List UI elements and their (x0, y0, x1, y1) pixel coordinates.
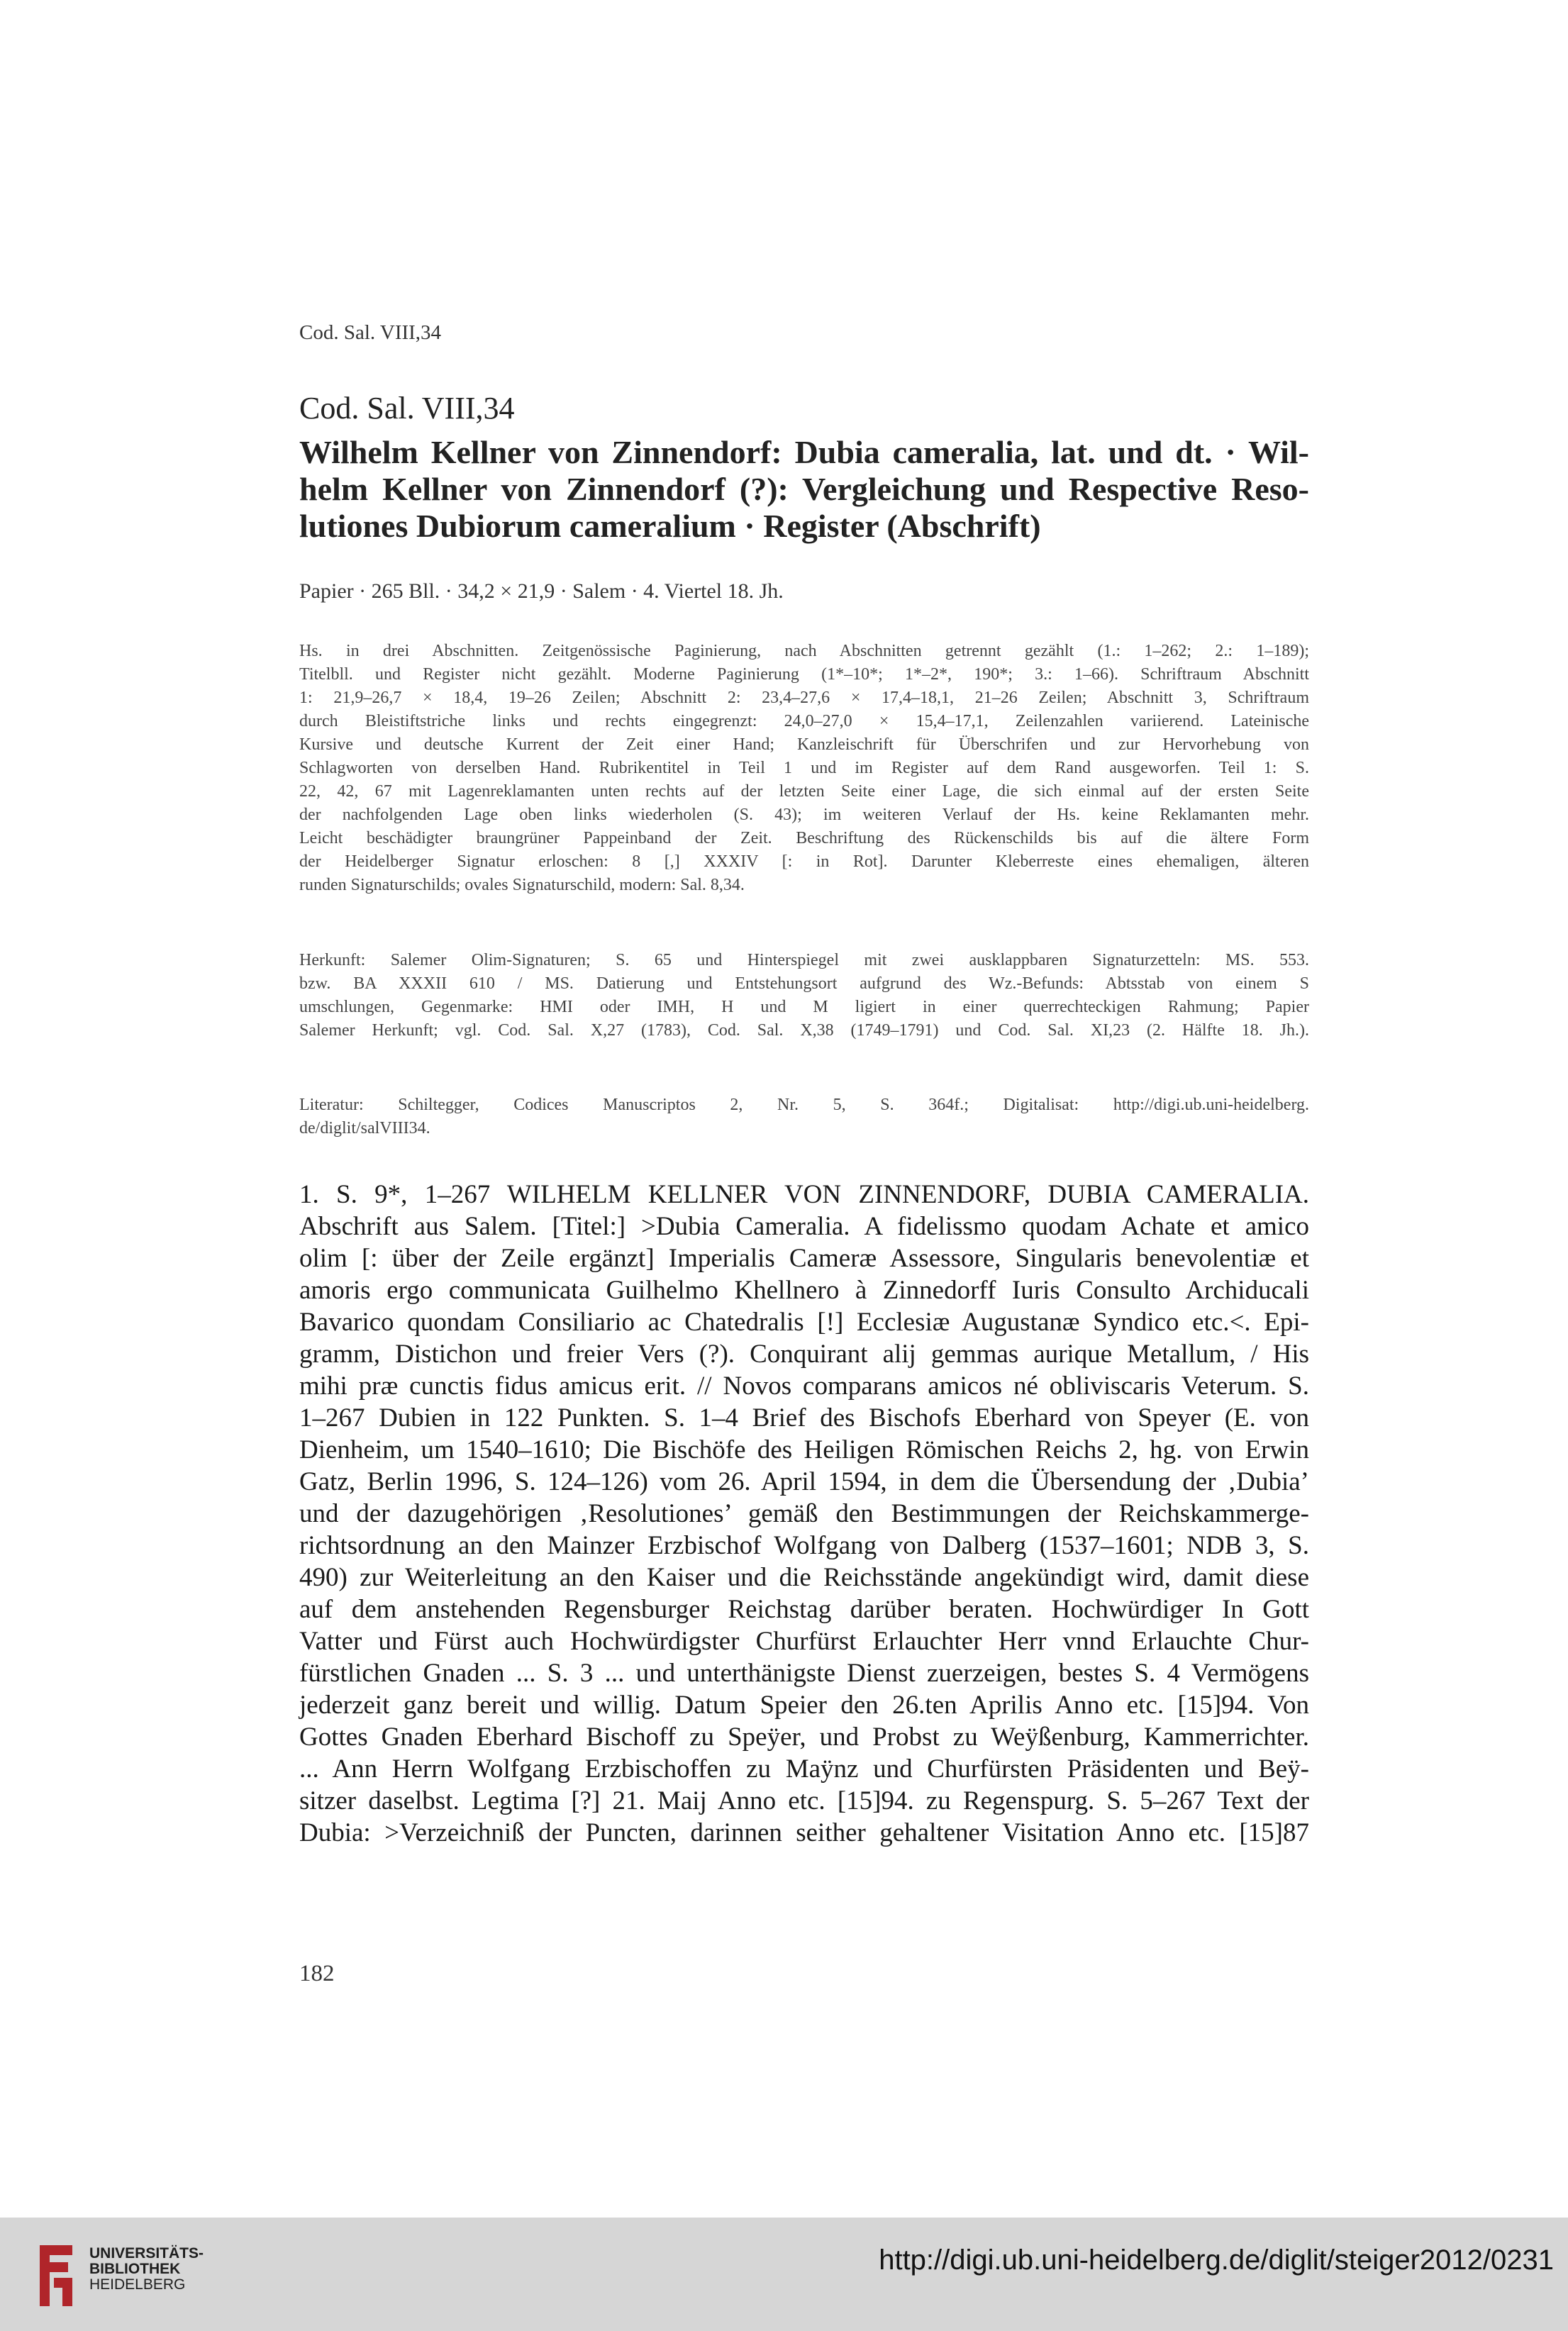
entry-line: sitzer daselbst. Legtima [?] 21. Maij Anno etc. [15]94. zu Regenspurg. S. 5–267 Text der (299, 1786, 1309, 1815)
entry-line: fürstlichen Gnaden ... S. 3 ... und unterthänigste Dienst zuerzeigen, bestes S. 4 Vermögens (299, 1659, 1309, 1688)
provenance-line: Salemer Herkunft; vgl. Cod. Sal. X,27 (1783), Cod. Sal. X,38 (1749–1791) und Cod. Sal. XI,23 (2. Hälfte 18. Jh.). (299, 1021, 1309, 1040)
shelfmark-heading: Cod. Sal. VIII,34 (299, 391, 515, 425)
entry-line: Dienheim, um 1540–1610; Die Bischöfe des Heiligen Römischen Reichs 2, hg. von Erwin (299, 1435, 1309, 1464)
entry-line: und der dazugehörigen ‚Resolutiones’ gemäß den Bestimmungen der Reichskammerge- (299, 1499, 1309, 1528)
library-name-line: BIBLIOTHEK (89, 2261, 181, 2277)
running-header: Cod. Sal. VIII,34 (299, 321, 442, 344)
title-line: lutiones Dubiorum cameralium · Register (Abschrift) (299, 508, 1041, 544)
permalink-url[interactable]: http://digi.ub.uni-heidelberg.de/diglit/steiger2012/0231 (879, 2244, 1554, 2276)
manuscript-title (299, 434, 1309, 545)
content-entry (299, 1179, 1309, 1849)
description-line: 22, 42, 67 mit Lagenreklamanten unten rechts auf der letzten Seite einer Lage, die sich einmal auf der ersten Seite (299, 782, 1309, 801)
description-line: der Heidelberger Signatur erloschen: 8 [,] XXXIV [: in Rot]. Darunter Kleberreste eines ehemaligen, älteren (299, 852, 1309, 871)
library-logo-icon (35, 2241, 77, 2310)
entry-line: 1–267 Dubien in 122 Punkten. S. 1–4 Brief des Bischofs Eberhard von Speyer (E. von (299, 1403, 1309, 1432)
entry-line: jederzeit ganz bereit und willig. Datum Speier den 26.ten Aprilis Anno etc. [15]94. Von (299, 1691, 1309, 1720)
entry-line: olim [: über der Zeile ergänzt] Imperialis Cameræ Assessore, Singularis benevolentiæ et (299, 1244, 1309, 1273)
provenance-line: bzw. BA XXXII 610 / MS. Datierung und Entstehungsort aufgrund des Wz.-Befunds: Abtsstab von einem S (299, 974, 1309, 993)
provenance-line: Herkunft: Salemer Olim-Signaturen; S. 65 und Hinterspiegel mit zwei ausklappbaren Signaturzetteln: MS. 553. (299, 951, 1309, 969)
provenance-paragraph (299, 949, 1309, 1042)
entry-line: mihi præ cunctis fidus amicus erit. // Novos comparans amicos né obliviscaris Veterum. S. (299, 1372, 1309, 1401)
entry-line: ... Ann Herrn Wolfgang Erzbischoffen zu Maÿnz und Churfürsten Präsidenten und Beÿ- (299, 1754, 1309, 1784)
library-name-line: UNIVERSITÄTS- (89, 2245, 204, 2262)
entry-line: auf dem anstehenden Regensburger Reichstag darüber beraten. Hochwürdiger In Gott (299, 1595, 1309, 1624)
physical-description: Papier · 265 Bll. · 34,2 × 21,9 · Salem · 4. Viertel 18. Jh. (299, 579, 784, 603)
entry-line: 1. S. 9*, 1–267 WILHELM KELLNER VON ZINNENDORF, DUBIA CAMERALIA. (299, 1180, 1309, 1209)
entry-line: gramm, Distichon und freier Vers (?). Conquirant alij gemmas aurique Metallum, / His (299, 1340, 1309, 1369)
entry-line: Abschrift aus Salem. [Titel:] >Dubia Cameralia. A fidelissmo quodam Achate et amico (299, 1212, 1309, 1241)
title-line: helm Kellner von Zinnendorf (?): Vergleichung und Respective Reso- (299, 471, 1309, 507)
literature-line: de/diglit/salVIII34. (299, 1119, 430, 1137)
description-line: 1: 21,9–26,7 × 18,4, 19–26 Zeilen; Abschnitt 2: 23,4–27,6 × 17,4–18,1, 21–26 Zeilen; Abschnitt 3, Schriftraum (299, 689, 1309, 707)
page-number: 182 (299, 1961, 335, 1986)
library-name-line: HEIDELBERG (89, 2276, 186, 2293)
title-line: Wilhelm Kellner von Zinnendorf: Dubia cameralia, lat. und dt. · Wil- (299, 434, 1309, 470)
description-line: Leicht beschädigter braungrüner Pappeinband der Zeit. Beschriftung des Rückenschilds bis auf die ältere Form (299, 829, 1309, 847)
description-line: durch Bleistiftstriche links und rechts eingegrenzt: 24,0–27,0 × 15,4–17,1, Zeilenzahlen variierend. Lateinische (299, 712, 1309, 730)
provenance-line: umschlungen, Gegenmarke: HMI oder IMH, H und M ligiert in einer querrechteckigen Rahmung; Papier (299, 998, 1309, 1016)
description-line: der nachfolgenden Lage oben links wiederholen (S. 43); im weiteren Verlauf der Hs. keine Reklamanten mehr. (299, 806, 1309, 824)
description-line: Schlagworten von derselben Hand. Rubrikentitel in Teil 1 und im Register auf dem Rand ausgeworfen. Teil 1: S. (299, 759, 1309, 777)
description-line: runden Signaturschilds; ovales Signaturschild, modern: Sal. 8,34. (299, 876, 745, 894)
literature-paragraph (299, 1094, 1309, 1140)
description-line: Titelbll. und Register nicht gezählt. Moderne Paginierung (1*–10*; 1*–2*, 190*; 3.: 1–66). Schriftraum Abschnitt (299, 665, 1309, 684)
description-line: Kursive und deutsche Kurrent der Zeit einer Hand; Kanzleischrift für Überschrifen und zur Hervorhebung von (299, 735, 1309, 754)
entry-line: 490) zur Weiterleitung an den Kaiser und die Reichsstände angekündigt wird, damit diese (299, 1563, 1309, 1592)
library-name (89, 2246, 204, 2293)
entry-line: Gottes Gnaden Eberhard Bischoff zu Speÿer, und Probst zu Weÿßenburg, Kammerrichter. (299, 1723, 1309, 1752)
entry-line: amoris ergo communicata Guilhelmo Khellnero à Zinnedorff Iuris Consulto Archiducali (299, 1276, 1309, 1305)
entry-line: richtsordnung an den Mainzer Erzbischof Wolfgang von Dalberg (1537–1601; NDB 3, S. (299, 1531, 1309, 1560)
codicological-description (299, 640, 1309, 897)
entry-line: Vatter und Fürst auch Hochwürdigster Churfürst Erlauchter Herr vnnd Erlauchte Chur- (299, 1627, 1309, 1656)
literature-line: Literatur: Schiltegger, Codices Manuscriptos 2, Nr. 5, S. 364f.; Digitalisat: http://digi.ub.uni-heidelberg. (299, 1096, 1309, 1114)
digitization-footer (0, 2218, 1568, 2331)
entry-line: Gatz, Berlin 1996, S. 124–126) vom 26. April 1594, in dem die Übersendung der ‚Dubia’ (299, 1467, 1309, 1496)
entry-line: Dubia: >Verzeichniß der Puncten, darinnen seither gehaltener Visitation Anno etc. [15]87 (299, 1818, 1309, 1847)
description-line: Hs. in drei Abschnitten. Zeitgenössische Paginierung, nach Abschnitten getrennt gezählt (1.: 1–262; 2.: 1–189); (299, 642, 1309, 660)
entry-line: Bavarico quondam Consiliario ac Chatedralis [!] Ecclesiæ Augustanæ Syndico etc.<. Epi- (299, 1308, 1309, 1337)
